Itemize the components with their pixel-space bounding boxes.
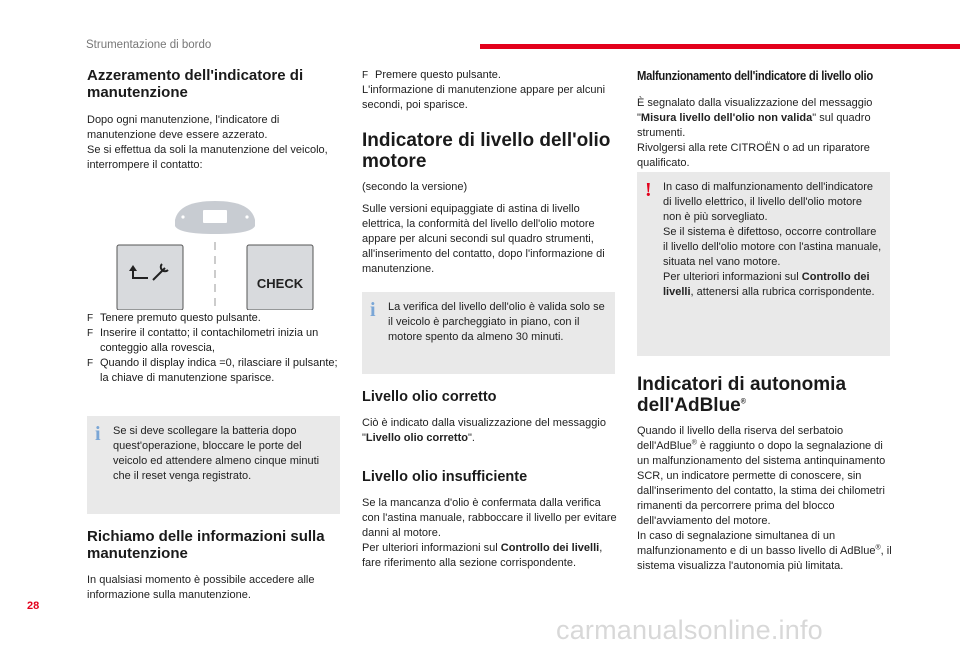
list-item: F Premere questo pulsante. <box>362 69 501 81</box>
oil-level-para: Sulle versioni equipaggiate di astina di livello elettrica, la conformità del livello dell'olio motore appare per alcuni secondi sul quadro strumenti, all'inserimento del contatto, dopo l'informazione di manutenzione. <box>362 203 605 275</box>
malfunction-warning-note: ! In caso di malfunzionamento dell'indicatore di livello elettrico, il livello dell'olio motore non è più sorvegliato. Se il sistema è difettoso, occorre controllare il livello dell'olio motore con l'astina manuale, situata nel vano motore. Per ulteriori informazioni sul Controllo dei livelli, attenersi alla rubrica corrispondente. <box>637 172 890 356</box>
heading-oil-level-indicator: Indicatore di livello dell'olio motore <box>362 130 611 173</box>
instrument-panel-figure <box>115 198 315 310</box>
bullet-icon: F <box>87 328 94 339</box>
reset-para-2: Se si effettua da soli la manutenzione del veicolo, interrompere il contatto: <box>87 143 328 171</box>
heading-reset-maintenance: Azzeramento dell'indicatore di manutenzione <box>87 67 304 101</box>
battery-note: i Se si deve scollegare la batteria dopo quest'operazione, bloccare le porte del veicolo ed attendere almeno cinque minuti che il reset venga registrato. <box>87 416 340 514</box>
oil-ok-para: Ciò è indicato dalla visualizzazione del messaggio "Livello olio corretto". <box>362 417 606 444</box>
list-item: F Inserire il contatto; il contachilometri inizia un conteggio alla rovescia, <box>87 327 319 354</box>
bullet-icon: F <box>87 357 94 369</box>
oil-low-para: Se la mancanza d'olio è confermata dalla verifica con l'astina manuale, rabboccare il livello per evitare danni al motore. Per ulteriori informazioni sul Controllo dei livelli, fare riferimento alla sezione corrispondente. <box>362 497 617 569</box>
version-note: (secondo la versione) <box>362 181 468 193</box>
maintenance-info-para: L'informazione di manutenzione appare per alcuni secondi, poi sparisce. <box>362 84 606 111</box>
list-item: F Quando il display indica =0, rilasciare il pulsante; la chiave di manutenzione sparisce. <box>87 356 338 384</box>
reset-intro <box>87 113 342 173</box>
heading-recall-maintenance: Richiamo delle informazioni sulla manutenzione <box>87 528 325 562</box>
press-button-list <box>362 68 617 83</box>
heading-oil-ok: Livello olio corretto <box>362 389 497 405</box>
warning-icon: ! <box>645 179 652 201</box>
list-item: F Tenere premuto questo pulsante. <box>87 312 261 324</box>
heading-oil-low: Livello olio insufficiente <box>362 469 528 485</box>
bullet-icon: F <box>87 313 94 324</box>
bullet-icon: F <box>362 70 369 81</box>
adblue-para: Quando il livello della riserva del serbatoio dell'AdBlue® è raggiunto o dopo la segnalazione di un malfunzionamento del sistema antinquinamento SCR, un indicatore permette di conoscere, sin dall'inserimento del contatto, la stima dei chilometri rimanenti da percorrere prima del blocco dell'avviamento del motore. In caso di segnalazione simultanea di un malfunzionamento e di un basso livello di AdBlue®, il sistema visualizza l'autonomia più limitata. <box>637 425 892 572</box>
page-number: 28 <box>27 600 40 612</box>
recall-para: In qualsiasi momento è possibile accedere alle informazione sulla manutenzione. <box>87 574 315 601</box>
heading-adblue-autonomy: Indicatori di autonomia dell'AdBlue® <box>637 374 847 417</box>
page-header-title: Strumentazione di bordo <box>86 39 212 51</box>
info-icon: i <box>95 423 101 445</box>
reset-steps-list <box>87 311 342 386</box>
oil-check-note: i La verifica del livello dell'olio è valida solo se il veicolo è parcheggiato in piano, con il motore spento da almeno 30 minuti. <box>362 292 615 374</box>
heading-oil-indicator-malfunction: Malfunzionamento dell'indicatore di livello olio <box>637 69 873 83</box>
malfunction-para: È segnalato dalla visualizzazione del messaggio "Misura livello dell'olio non valida" sul quadro strumenti. Rivolgersi alla rete CITROËN o ad un riparatore qualificato. <box>637 97 873 169</box>
trip-reset-button-icon <box>117 245 183 310</box>
header-red-bar <box>480 44 960 49</box>
watermark: carmanualsonline.info <box>556 615 823 645</box>
check-label: CHECK <box>256 276 304 291</box>
info-icon: i <box>370 299 376 321</box>
reset-para-1: Dopo ogni manutenzione, l'indicatore di manutenzione deve essere azzerato. <box>87 114 280 141</box>
